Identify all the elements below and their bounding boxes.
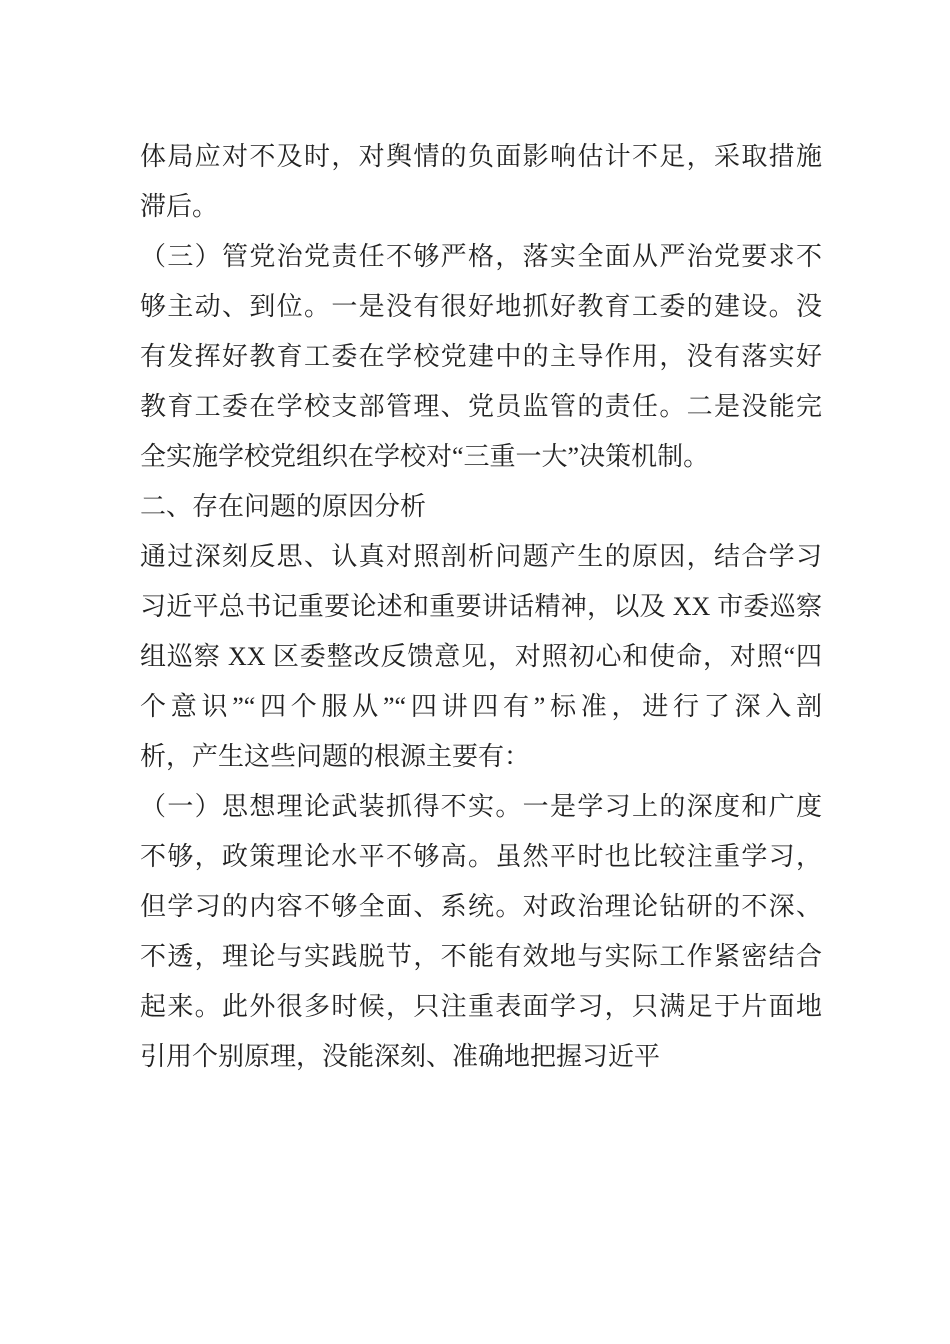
text-line: （一）思想理论武装抓得不实。一是学习上的深度和广度 <box>140 792 822 821</box>
text-line: 组巡察 XX 区委整改反馈意见，对照初心和使命，对照“四 <box>140 642 822 671</box>
section-heading-line: 二、存在问题的原因分析 <box>140 492 427 521</box>
text-line: 有发挥好教育工委在学校党建中的主导作用，没有落实好 <box>140 342 822 371</box>
text-line: 但学习的内容不够全面、系统。对政治理论钻研的不深、 <box>140 892 822 921</box>
text-line: 析，产生这些问题的根源主要有： <box>140 742 531 771</box>
text-line: 个意识”“四个服从”“四讲四有”标准，进行了深入剖 <box>140 692 822 721</box>
text-line: 习近平总书记重要论述和重要讲话精神，以及 XX 市委巡察 <box>140 592 822 621</box>
text-line: 通过深刻反思、认真对照剖析问题产生的原因，结合学习 <box>140 542 822 571</box>
text-line: 起来。此外很多时候，只注重表面学习，只满足于片面地 <box>140 992 822 1021</box>
text-line: 体局应对不及时，对舆情的负面影响估计不足，采取措施 <box>140 142 822 171</box>
text-line: （三）管党治党责任不够严格，落实全面从严治党要求不 <box>140 242 822 271</box>
text-line: 不透，理论与实践脱节，不能有效地与实际工作紧密结合 <box>140 942 822 971</box>
text-line: 滞后。 <box>140 192 219 221</box>
text-line: 教育工委在学校支部管理、党员监管的责任。二是没能完 <box>140 392 822 421</box>
text-line: 引用个别原理，没能深刻、准确地把握习近平 <box>140 1042 661 1071</box>
text-line: 不够，政策理论水平不够高。虽然平时也比较注重学习， <box>140 842 822 871</box>
text-block <box>140 132 822 1082</box>
text-line: 够主动、到位。一是没有很好地抓好教育工委的建设。没 <box>140 292 822 321</box>
text-line: 全实施学校党组织在学校对“三重一大”决策机制。 <box>140 442 710 471</box>
